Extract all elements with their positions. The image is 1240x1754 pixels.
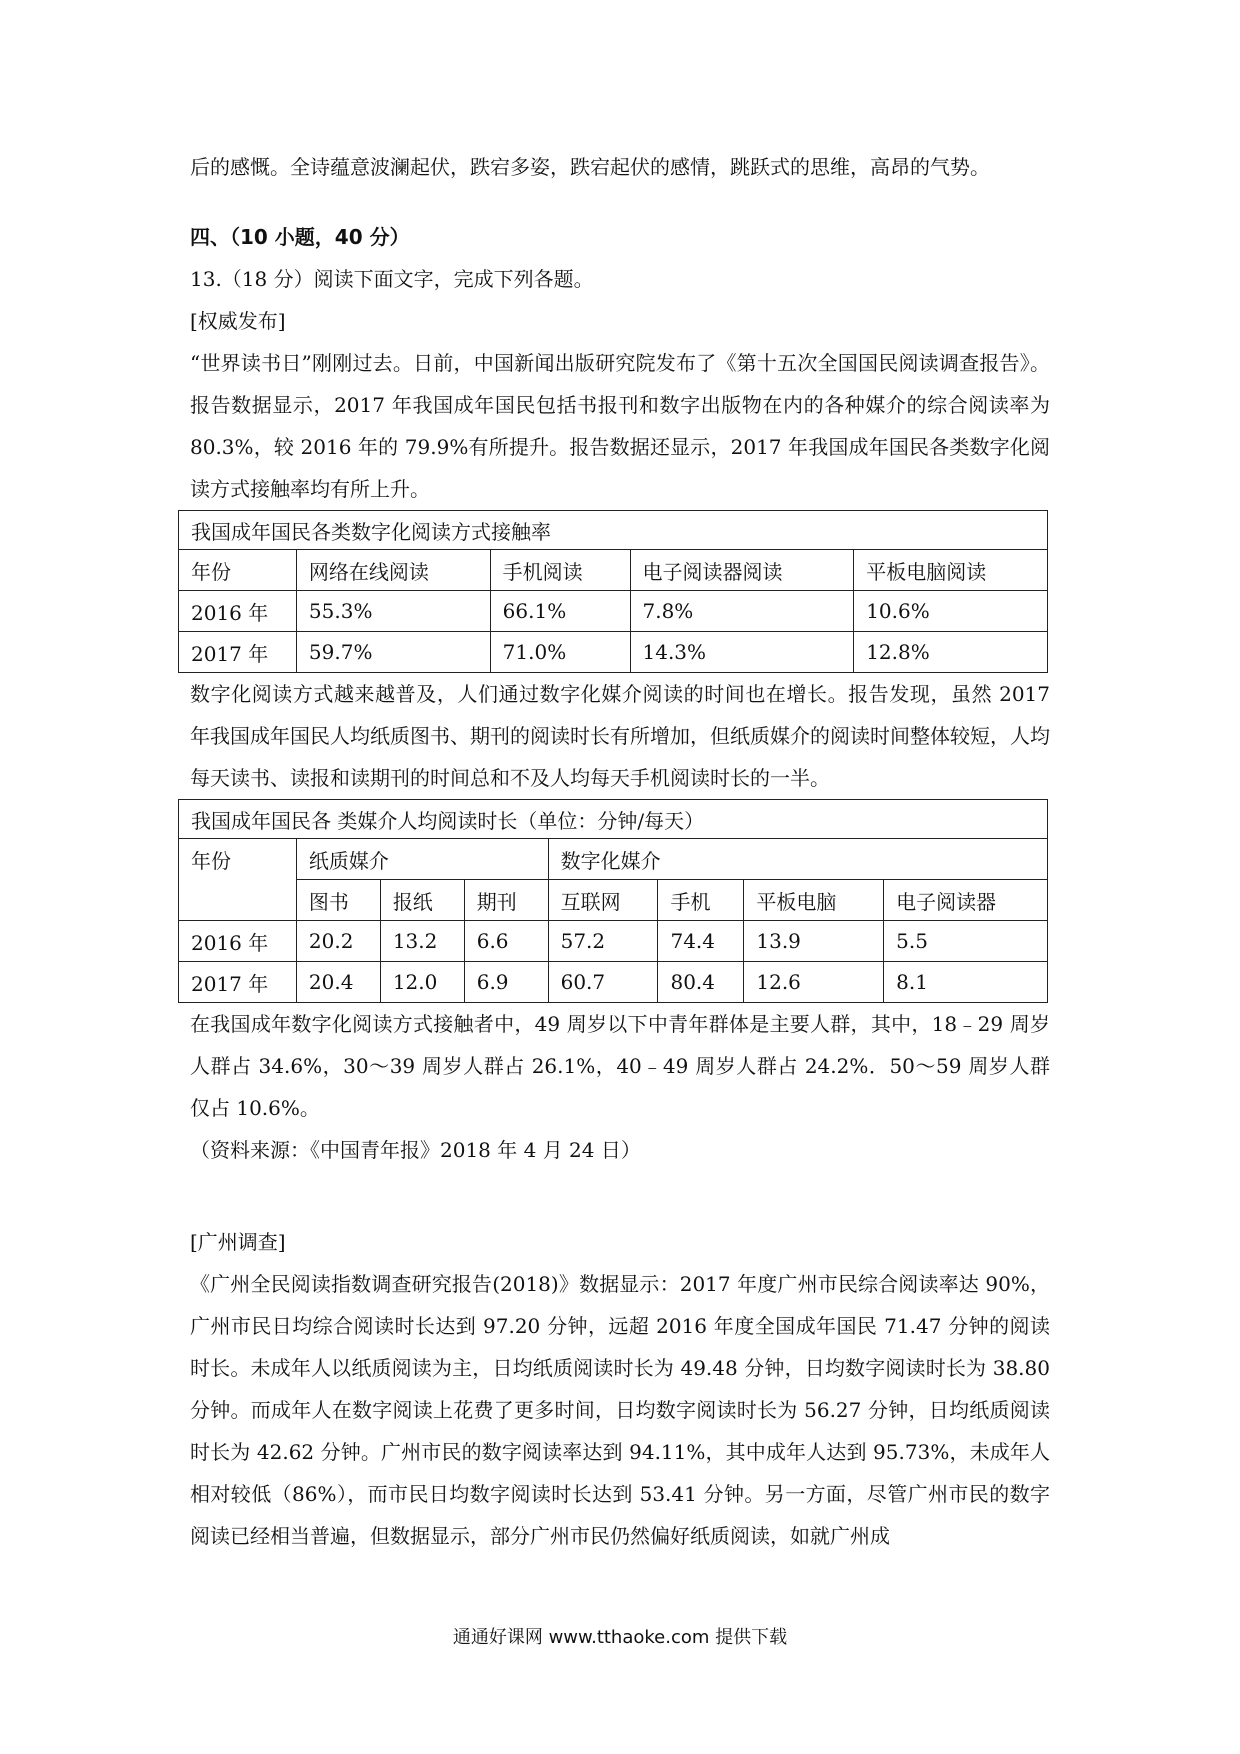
table2-cell: 12.6: [744, 962, 884, 1003]
table1-cell: 14.3%: [630, 632, 854, 673]
table1-cell: 66.1%: [490, 591, 630, 632]
table2-cell: 20.2: [296, 921, 380, 962]
table2-cell: 80.4: [658, 962, 744, 1003]
question-heading: 13.（18 分）阅读下面文字，完成下列各题。: [190, 267, 594, 291]
table2-cell: 8.1: [884, 962, 1048, 1003]
table2-cell: 13.2: [380, 921, 464, 962]
table2-year-header: 年份: [179, 839, 297, 921]
table2-cell: 12.0: [380, 962, 464, 1003]
table2-subheader: 互联网: [548, 880, 658, 921]
table2-subheader: 电子阅读器: [884, 880, 1048, 921]
intro-line: 后的感慨。全诗蕴意波澜起伏，跌宕多姿，跌宕起伏的感情，跳跃式的思维，高昂的气势。: [190, 155, 990, 179]
table1-cell: 12.8%: [854, 632, 1048, 673]
table1-cell: 59.7%: [296, 632, 490, 673]
table-row: [179, 591, 1048, 632]
table2-subheader: 报纸: [380, 880, 464, 921]
table2-group-paper: 纸质媒介: [296, 839, 548, 880]
table2-subheader: 期刊: [464, 880, 548, 921]
table1-cell: 10.6%: [854, 591, 1048, 632]
table-row: [179, 962, 1048, 1003]
table-row: [179, 632, 1048, 673]
table2-cell: 5.5: [884, 921, 1048, 962]
source-note: （资料来源：《中国青年报》2018 年 4 月 24 日）: [190, 1138, 641, 1162]
table2-cell: 2017 年: [179, 962, 297, 1003]
table1-caption: 我国成年国民各类数字化阅读方式接触率: [179, 511, 1048, 550]
page-footer: 通通好课网 www.tthaoke.com 提供下载: [452, 1627, 788, 1648]
table1-cell: 71.0%: [490, 632, 630, 673]
part1-paragraph-3: 在我国成年数字化阅读方式接触者中，49 周岁以下中青年群体是主要人群，其中，18﹣29 周岁人群占 34.6%，30～39 周岁人群占 26.1%，40﹣49 周岁人群占 24.2%．50～59 周岁人群仅占 10.6%。: [190, 1012, 1050, 1120]
table2-cell: 13.9: [744, 921, 884, 962]
table2-caption: 我国成年国民各 类媒介人均阅读时长（单位：分钟/每天）: [179, 800, 1048, 839]
table2-cell: 74.4: [658, 921, 744, 962]
table2-cell: 60.7: [548, 962, 658, 1003]
part1-paragraph-1: “世界读书日”刚刚过去。日前，中国新闻出版研究院发布了《第十五次全国国民阅读调查报告》。报告数据显示，2017 年我国成年国民包括书报刊和数字出版物在内的各种媒介的综合阅读率为 80.3%，较 2016 年的 79.9%有所提升。报告数据还显示，2017 年我国成年国民各类数字化阅读方式接触率均有所上升。: [190, 351, 1050, 501]
table-digital-reading-rate: [178, 510, 1048, 673]
table1-cell: 2017 年: [179, 632, 297, 673]
table1-header: 平板电脑阅读: [854, 550, 1048, 591]
table2-group-digital: 数字化媒介: [548, 839, 1047, 880]
table-row: [179, 921, 1048, 962]
table2-cell: 20.4: [296, 962, 380, 1003]
table1-header: 年份: [179, 550, 297, 591]
table1-cell: 7.8%: [630, 591, 854, 632]
table2-subheader: 手机: [658, 880, 744, 921]
table1-header: 电子阅读器阅读: [630, 550, 854, 591]
part2-label: [广州调查]: [190, 1230, 286, 1254]
table1-header: 网络在线阅读: [296, 550, 490, 591]
table2-cell: 2016 年: [179, 921, 297, 962]
table1-header: 手机阅读: [490, 550, 630, 591]
table2-subheader: 平板电脑: [744, 880, 884, 921]
part2-paragraph-1: 《广州全民阅读指数调查研究报告(2018)》数据显示：2017 年度广州市民综合阅读率达 90%，广州市民日均综合阅读时长达到 97.20 分钟，远超 2016 年度全国成年国民 71.47 分钟的阅读时长。未成年人以纸质阅读为主，日均纸质阅读时长为 49.48 分钟，日均数字阅读时长为 38.80 分钟。而成年人在数字阅读上花费了更多时间，日均数字阅读时长为 56.27 分钟，日均纸质阅读时长为 42.62 分钟。广州市民的数字阅读率达到 94.11%，其中成年人达到 95.73%，未成年人相对较低（86%），而市民日均数字阅读时长达到 53.41 分钟。另一方面，尽管广州市民的数字阅读已经相当普遍，但数据显示，部分广州市民仍然偏好纸质阅读，如就广州成: [190, 1272, 1050, 1548]
section-title: 四、（10 小题，40 分）: [190, 225, 410, 249]
document-body: [190, 146, 1050, 1557]
table2-cell: 6.9: [464, 962, 548, 1003]
table1-cell: 55.3%: [296, 591, 490, 632]
table2-cell: 6.6: [464, 921, 548, 962]
table2-cell: 57.2: [548, 921, 658, 962]
table1-cell: 2016 年: [179, 591, 297, 632]
table2-subheader: 图书: [296, 880, 380, 921]
part1-paragraph-2: 数字化阅读方式越来越普及，人们通过数字化媒介阅读的时间也在增长。报告发现，虽然 2017 年我国成年国民人均纸质图书、期刊的阅读时长有所增加，但纸质媒介的阅读时间整体较短，人均每天读书、读报和读期刊的时间总和不及人均每天手机阅读时长的一半。: [190, 682, 1050, 790]
table-reading-duration: [178, 799, 1048, 1003]
part1-label: [权威发布]: [190, 309, 286, 333]
